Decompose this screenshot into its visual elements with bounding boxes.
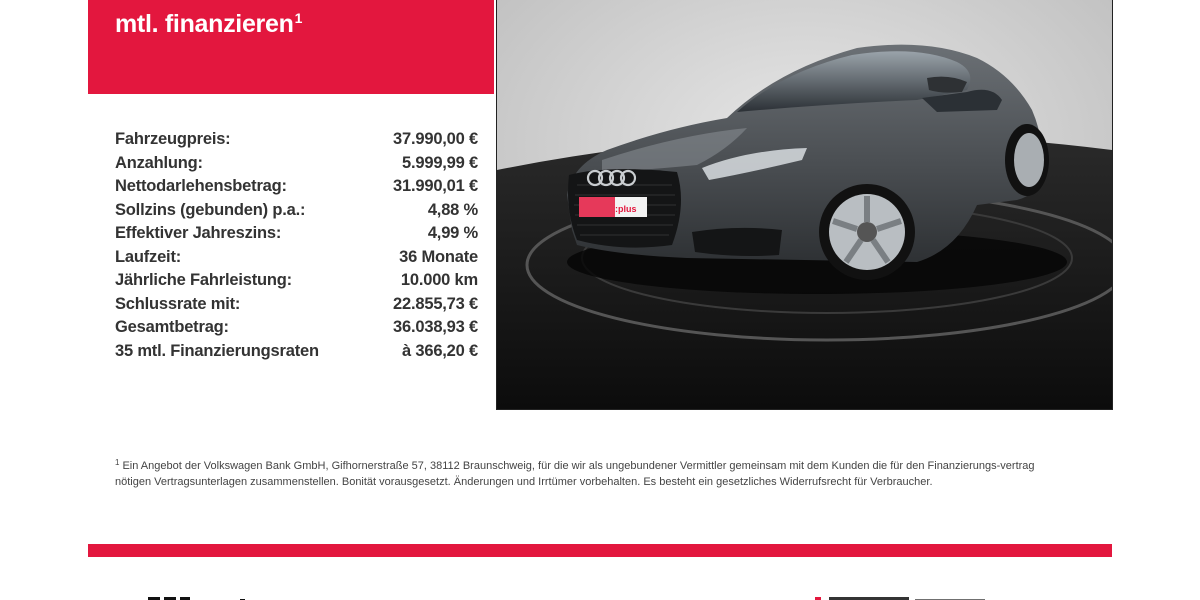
- financing-label: 35 mtl. Finanzierungsraten: [115, 341, 319, 360]
- financing-row: [115, 246, 478, 270]
- financing-value: 4,88 %: [427, 200, 478, 219]
- financing-value: 37.990,00 €: [393, 130, 478, 148]
- financing-row: [115, 316, 478, 340]
- financing-label: Schlussrate mit:: [115, 294, 241, 313]
- financing-value: 31.990,01 €: [393, 177, 478, 195]
- financing-value: 36.038,93 €: [393, 318, 478, 336]
- banner-title: [115, 10, 302, 39]
- offer-banner: [88, 0, 494, 94]
- financing-label: Fahrzeugpreis:: [115, 130, 231, 148]
- plate-text: :plus: [615, 204, 637, 214]
- financing-value: 5.999,99 €: [402, 153, 478, 172]
- financing-label: Anzahlung:: [115, 153, 203, 172]
- financing-value: 36 Monate: [399, 247, 478, 266]
- financing-label: Nettodarlehensbetrag:: [115, 177, 287, 195]
- financing-label: Effektiver Jahreszins:: [115, 224, 282, 242]
- financing-row: [115, 222, 478, 246]
- banner-title-text: mtl. finanzieren: [115, 10, 294, 38]
- financing-row: [115, 175, 478, 199]
- financing-value: à 366,20 €: [402, 341, 478, 360]
- financing-label: Sollzins (gebunden) p.a.:: [115, 200, 306, 219]
- financing-row: [115, 340, 478, 364]
- footnote-text: Ein Angebot der Volkswagen Bank GmbH, Gifhornerstraße 57, 38112 Braunschweig, für die wir als ungebundener Vermittler gemeinsam mit dem Kunden die für den Finanzierungs-vertrag nötigen Vertragsunterlagen zusammenstellen. Bonität vorausgesetzt. Änderungen und Irrtümer vorbehalten. Es besteht ein gesetzliches Widerrufsrecht für Verbraucher.: [115, 460, 1035, 488]
- footnote-marker: 1: [115, 458, 120, 467]
- financing-value: 22.855,73 €: [393, 294, 478, 313]
- legal-footnote: [115, 455, 1035, 490]
- financing-table: [115, 128, 478, 363]
- financing-row: [115, 128, 478, 152]
- front-wheel: [819, 184, 915, 280]
- financing-row: [115, 199, 478, 223]
- rear-wheel: [1005, 124, 1049, 196]
- car-photo: [496, 0, 1113, 410]
- financing-label: Jährliche Fahrleistung:: [115, 271, 292, 289]
- financing-row: [115, 269, 478, 293]
- financing-label: Laufzeit:: [115, 247, 182, 266]
- financing-value: 4,99 %: [427, 224, 478, 242]
- financing-label: Gesamtbetrag:: [115, 318, 229, 336]
- footnote-marker: 1: [294, 10, 303, 26]
- dealer-logo: [148, 592, 248, 600]
- financing-value: 10.000 km: [400, 271, 478, 289]
- financing-row: [115, 152, 478, 176]
- financing-row: [115, 293, 478, 317]
- footer-divider: [88, 544, 1112, 557]
- brand-logo: [815, 592, 990, 600]
- car-illustration: [497, 0, 1112, 409]
